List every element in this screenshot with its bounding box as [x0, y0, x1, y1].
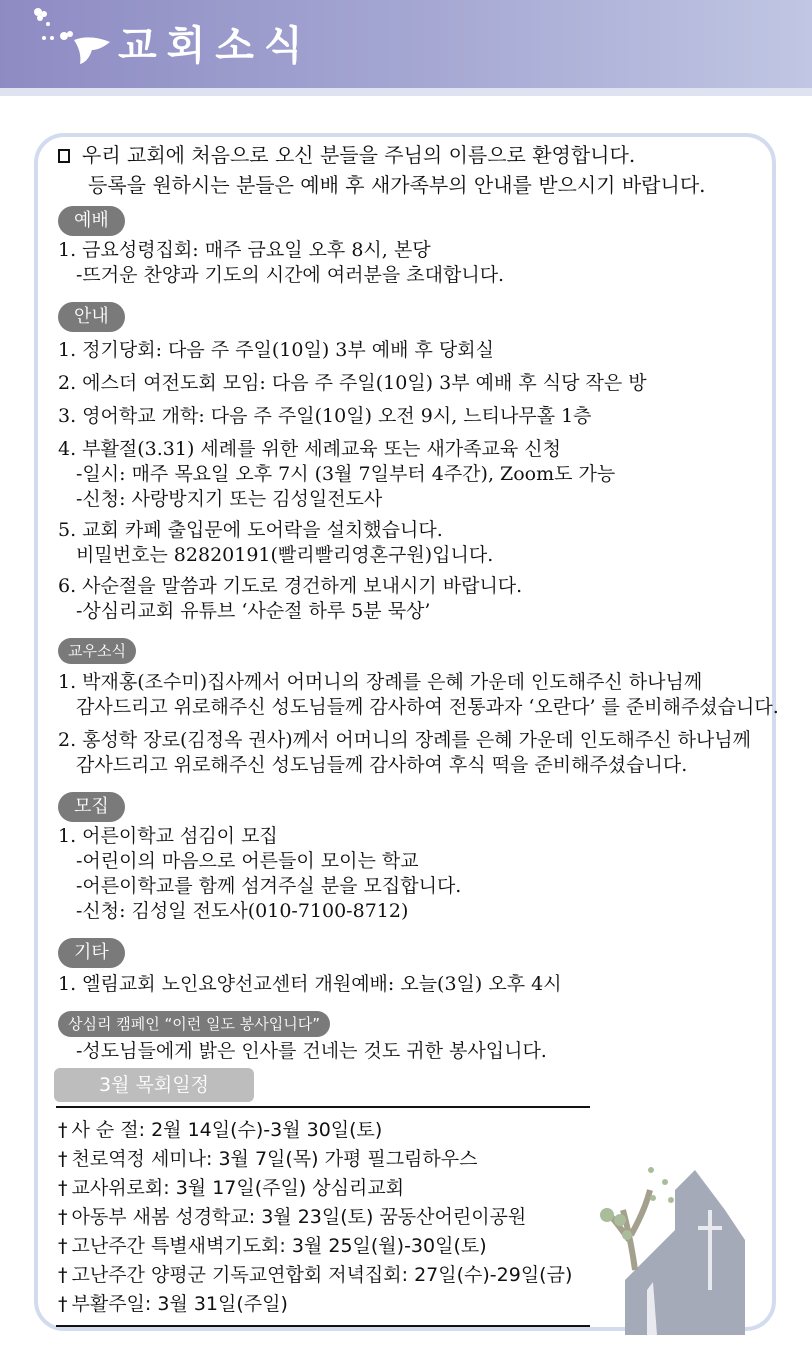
list-item: -어린이의 마음으로 어른들이 모이는 학교 [76, 850, 419, 872]
list-item: 6. 사순절을 말씀과 기도로 경건하게 보내시기 바랍니다. [58, 575, 523, 597]
list-item: 3. 영어학교 개학: 다음 주 주일(10일) 오전 9시, 느티나무홀 1층 [58, 405, 592, 427]
schedule-item: † 천로역정 세미나: 3월 7일(목) 가평 필그림하우스 [58, 1148, 478, 1170]
cross-bullet-icon: † [58, 1235, 68, 1257]
schedule-item: † 사 순 절: 2월 14일(수)-3월 30일(토) [58, 1119, 383, 1141]
welcome-line: 우리 교회에 처음으로 오신 분들을 주님의 이름으로 환영합니다. [58, 140, 778, 170]
list-item: -상심리교회 유튜브 ‘사순절 하루 5분 묵상’ [76, 600, 431, 622]
list-item: -성도님들에게 밝은 인사를 건네는 것도 귀한 봉사입니다. [76, 1040, 547, 1062]
list-item: 감사드리고 위로해주신 성도님들께 감사하여 전통과자 ‘오란다’ 를 준비해주셨습니다. [76, 696, 779, 718]
divider [56, 1106, 590, 1108]
list-item: -어른이학교를 함께 섬겨주실 분을 모집합니다. [76, 875, 462, 897]
list-item: 4. 부활절(3.31) 세례를 위한 세례교육 또는 새가족교육 신청 [58, 438, 561, 460]
schedule-item: † 아동부 새봄 성경학교: 3월 23일(토) 꿈동산어린이공원 [58, 1206, 527, 1228]
list-item: 감사드리고 위로해주신 성도님들께 감사하여 후식 떡을 준비해주셨습니다. [76, 754, 688, 776]
list-item: 2. 홍성학 장로(김정옥 권사)께서 어머니의 장례를 은혜 가운데 인도해주신 하나님께 [58, 729, 751, 751]
checkbox-icon [58, 149, 70, 163]
list-item: -뜨거운 찬양과 기도의 시간에 여러분을 초대합니다. [76, 264, 505, 286]
schedule-tag: 3월 목회일정 [54, 1068, 254, 1102]
list-item: 1. 어른이학교 섬김이 모집 [58, 825, 278, 847]
list-item: 2. 에스더 여전도회 모임: 다음 주 주일(10일) 3부 예배 후 식당 작은 방 [58, 372, 647, 394]
cross-bullet-icon: † [58, 1206, 68, 1228]
section-tag-recruit: 모집 [58, 792, 125, 822]
schedule-item: † 교사위로회: 3월 17일(주일) 상심리교회 [58, 1177, 405, 1199]
section-tag-members: 교우소식 [58, 638, 136, 664]
list-item: 5. 교회 카페 출입문에 도어락을 설치했습니다. [58, 519, 443, 541]
schedule-item: † 고난주간 양평군 기독교연합회 저녁집회: 27일(수)-29일(금) [58, 1264, 573, 1286]
cross-bullet-icon: † [58, 1293, 68, 1315]
schedule-item: † 고난주간 특별새벽기도회: 3월 25일(월)-30일(토) [58, 1235, 487, 1257]
list-item: -신청: 김성일 전도사(010-7100-8712) [76, 900, 409, 922]
welcome-line: 등록을 원하시는 분들은 예배 후 새가족부의 안내를 받으시기 바랍니다. [88, 173, 706, 197]
list-item: -일시: 매주 목요일 오후 7시 (3월 7일부터 4주간), Zoom도 가능 [76, 463, 616, 485]
list-item: -신청: 사랑방지기 또는 김성일전도사 [76, 488, 383, 510]
section-tag-etc: 기타 [58, 938, 125, 968]
cross-bullet-icon: † [58, 1177, 68, 1199]
cross-bullet-icon: † [58, 1264, 68, 1286]
cross-bullet-icon: † [58, 1119, 68, 1141]
bulletin-content [58, 140, 778, 1335]
section-tag-worship: 예배 [58, 206, 125, 236]
page-title: 교회소식 [118, 23, 313, 69]
cross-bullet-icon: † [58, 1148, 68, 1170]
section-tag-campaign: 상심리 캠페인 “이런 일도 봉사입니다” [58, 1011, 330, 1037]
section-tag-notice: 안내 [58, 302, 125, 332]
list-item: 1. 정기당회: 다음 주 주일(10일) 3부 예배 후 당회실 [58, 339, 494, 361]
butterfly-flowers-icon [30, 6, 120, 66]
church-tree-illustration [595, 1160, 765, 1335]
schedule-item: † 부활주일: 3월 31일(주일) [58, 1293, 288, 1315]
list-item: 1. 박재홍(조수미)집사께서 어머니의 장례를 은혜 가운데 인도해주신 하나님께 [58, 671, 703, 693]
divider [56, 1325, 590, 1327]
list-item: 비밀번호는 82820191(빨리빨리영혼구원)입니다. [76, 544, 494, 566]
header-strip [0, 88, 812, 96]
list-item: 1. 금요성령집회: 매주 금요일 오후 8시, 본당 [58, 239, 431, 261]
list-item: 1. 엘림교회 노인요양선교센터 개원예배: 오늘(3일) 오후 4시 [58, 973, 562, 995]
